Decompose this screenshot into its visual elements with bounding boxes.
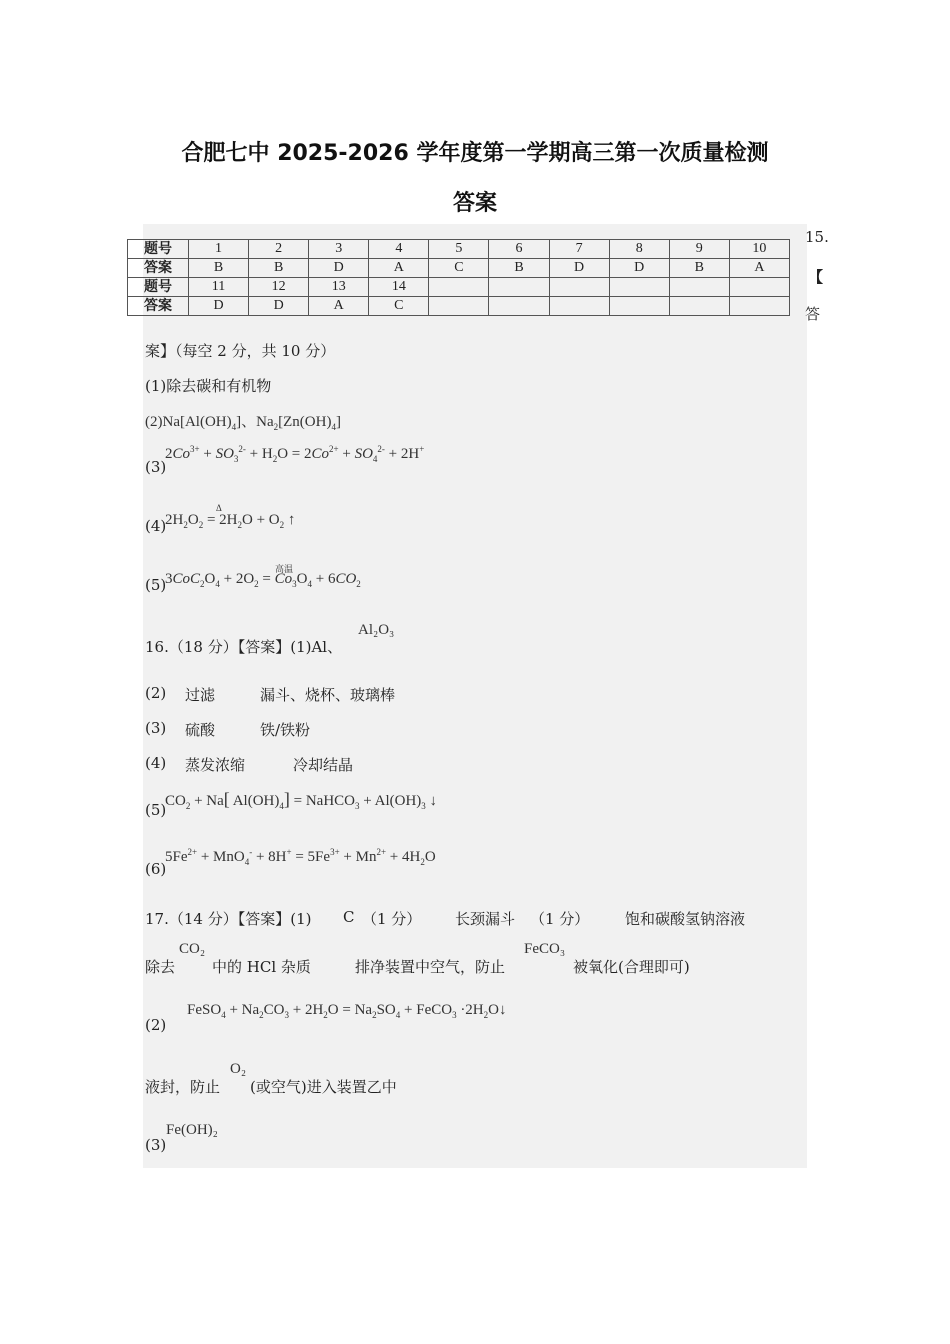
q16-part6-label: (6): [145, 860, 167, 878]
q15-part4-label: (4): [145, 517, 167, 535]
row-label: 题号: [128, 278, 189, 297]
answer-table-cell: D: [309, 259, 369, 278]
q17-answer-c: C: [343, 908, 355, 926]
q16-part5-label: (5): [145, 801, 167, 819]
q17-o2: O₂: [230, 1061, 247, 1077]
q15-equation-4: $2H_2O_2 = 2H_2O + O_2$ ↑: [165, 512, 296, 530]
q16-equation-5: $CO_2 + Na$[ $Al(OH)_4$] = NaHCO$_3$ + $Al(OH)_3$ ↓: [165, 789, 438, 811]
answer-table-cell: D: [549, 259, 609, 278]
q16-part3-a: 硫酸: [185, 721, 216, 739]
answer-table-cell: 11: [189, 278, 249, 297]
answer-table-cell: [549, 297, 609, 316]
answer-table-cell: [489, 297, 549, 316]
answer-table-cell: [429, 278, 489, 297]
q15-part3-label: (3): [145, 458, 167, 476]
answer-table-cell: [609, 278, 669, 297]
q17-part2-label: (2): [145, 1016, 167, 1034]
q17-expel-air: 排净装置中空气，防止: [355, 958, 506, 976]
answer-table-cell: 3: [309, 240, 369, 259]
answer-table-row: [128, 240, 790, 259]
q16-part4-b: 冷却结晶: [293, 756, 354, 774]
q17-remove: 除去: [145, 958, 176, 976]
q17-feoh2: Fe(OH)₂: [166, 1122, 218, 1138]
q15-header: 案】（每空 2 分，共 10 分）: [145, 342, 336, 360]
side-bracket: 【: [808, 268, 824, 286]
answer-table-row: [128, 259, 790, 278]
q17-hcl-impurity: 中的 HCl 杂质: [212, 958, 311, 976]
answer-table-cell: [489, 278, 549, 297]
answer-table-cell: 5: [429, 240, 489, 259]
q15-part1: (1)除去碳和有机物: [145, 377, 272, 395]
answer-table-cell: B: [249, 259, 309, 278]
shaded-answer-region: [143, 224, 807, 1168]
answer-table-cell: 7: [549, 240, 609, 259]
q16-part4-a: 蒸发浓缩: [185, 756, 246, 774]
answer-table-cell: B: [489, 259, 549, 278]
answer-table-cell: [669, 297, 729, 316]
q17-co2: CO₂: [179, 941, 206, 957]
high-temp-condition: 高温: [275, 564, 294, 574]
answer-table-cell: 14: [369, 278, 429, 297]
answer-table-cell: 1: [189, 240, 249, 259]
q17-point-1: （1 分）: [362, 910, 422, 928]
q16-part3-label: (3): [145, 719, 167, 737]
q16-part2-a: 过滤: [185, 686, 216, 704]
answer-table-cell: 9: [669, 240, 729, 259]
answer-table-cell: [429, 297, 489, 316]
q15-equation-3: $2Co^{3+} + SO_3^{2-} + H_2O = 2Co^{2+} + SO_4^{2-} + 2H^+$: [165, 444, 425, 464]
answer-table-cell: 2: [249, 240, 309, 259]
answer-table-cell: D: [189, 297, 249, 316]
q15-part5-label: (5): [145, 576, 167, 594]
answer-table-cell: 10: [729, 240, 789, 259]
answer-table-cell: [729, 297, 789, 316]
answer-table-cell: A: [729, 259, 789, 278]
q17-equation-2: FeSO$_4$ + $Na_2CO_3 + 2H_2O = Na_2SO_4$ + FeCO$_3$ $\cdot 2H_2O↓$: [187, 1002, 507, 1020]
row-label: 题号: [128, 240, 189, 259]
answer-table-cell: 12: [249, 278, 309, 297]
answer-table-cell: 6: [489, 240, 549, 259]
answer-table-cell: C: [429, 259, 489, 278]
q16-part4-label: (4): [145, 754, 167, 772]
page-subtitle: 答案: [452, 191, 497, 216]
q17-feco3: FeCO₃: [524, 941, 566, 957]
q16-equation-6: $5Fe^{2+} + MnO_4^- + 8H^+ = 5Fe^{3+} + Mn^{2+} + 4H_2O$: [165, 847, 436, 867]
answer-table-cell: 8: [609, 240, 669, 259]
q17-header: 17.（14 分）【答案】(1): [145, 910, 312, 928]
q16-part2-b: 漏斗、烧杯、玻璃棒: [260, 686, 396, 704]
q17-seal: 液封，防止: [145, 1078, 221, 1096]
answer-table-cell: C: [369, 297, 429, 316]
q17-saturated-solution: 饱和碳酸氢钠溶液: [625, 910, 746, 928]
row-label: 答案: [128, 297, 189, 316]
side-question-number: 15.: [805, 228, 829, 246]
side-answer-char: 答: [805, 305, 821, 323]
answer-table-cell: [669, 278, 729, 297]
answer-table-cell: B: [189, 259, 249, 278]
answer-table-cell: [609, 297, 669, 316]
answer-table-cell: [549, 278, 609, 297]
answer-table-cell: 4: [369, 240, 429, 259]
q17-part3-label: (3): [145, 1136, 167, 1154]
q16-al2o3: Al₂O₃: [358, 622, 395, 638]
heat-delta-sign: Δ: [216, 503, 222, 513]
answer-table: [127, 239, 790, 316]
answer-table-cell: A: [369, 259, 429, 278]
q17-seal-end: (或空气)进入装置乙中: [250, 1078, 397, 1096]
answer-table-cell: A: [309, 297, 369, 316]
q16-header: 16.（18 分）【答案】(1)Al、: [145, 638, 343, 656]
answer-table-cell: [729, 278, 789, 297]
page-title: 合肥七中 2025-2026 学年度第一学期高三第一次质量检测: [181, 141, 769, 166]
answer-table-cell: D: [249, 297, 309, 316]
answer-table-cell: B: [669, 259, 729, 278]
q15-equation-5: $3CoC_2O_4 + 2O_2 = Co_3O_4 + 6CO_2$: [165, 571, 361, 589]
q17-point-2: （1 分）: [530, 910, 590, 928]
q15-part2: $(2)Na[Al(OH)_4]$、$Na_2[Zn(OH)_4]$: [145, 414, 341, 432]
row-label: 答案: [128, 259, 189, 278]
answer-table-cell: 13: [309, 278, 369, 297]
answer-table-row: [128, 278, 790, 297]
answer-table-cell: D: [609, 259, 669, 278]
q17-funnel: 长颈漏斗: [455, 910, 516, 928]
q16-part2-label: (2): [145, 684, 167, 702]
q17-oxidized: 被氧化(合理即可): [573, 958, 690, 976]
q16-part3-b: 铁/铁粉: [260, 721, 311, 739]
answer-table-row: [128, 297, 790, 316]
